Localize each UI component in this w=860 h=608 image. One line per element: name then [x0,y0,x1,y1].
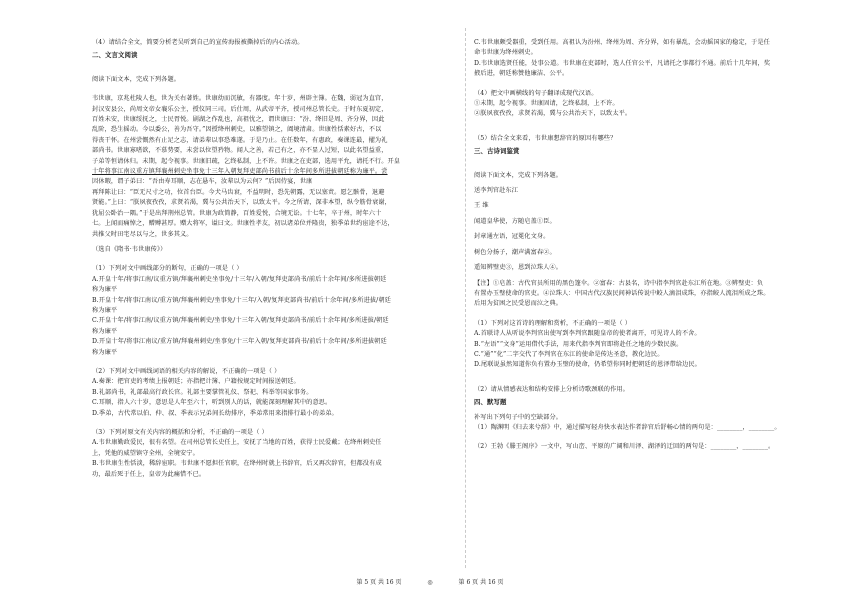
poem-notes: 【注】①皂盖：古代官员所用的黑色篷伞。②富春：古县名，诗中指李判官赴东江所在地。③辨璧吏：负 有置办玉璧使命的官吏。④泣珠人：中国古代汉族民间神话传说中鲛人滴泪成珠，亦指鲛人流泪所成之珠。 后用为贫困之民受恩而泣之典。 [474,279,770,308]
classical-passage: 韦世康，京兆杜陵人也，世为关右著姓。世康幼而沉敏，有器度。年十岁，州辟主簿。在魏，弱冠为直宫， 封汉安县公，尚周文帝女襄乐公主，授仪同三司。后仕周，从武帝平齐，授司州总管长史。于时东夏初定， 百姓未安，世康绥抚之，士民胥悦。剧湖之作乱也，高祖忧之，谓世康曰：“汾、绛旧是周、齐分界，因此 乱阶，恐生摇动。今以委公，善为吾守。”因授绛州刺史，以雅望镇之，阖境清肃。世康性恬素好古，不以 得丧干怀。在州尝慨然有止足之志，请弟辈以事恐难遂。于是乃止。在任数年，有惠政，奏课连最，擢为礼 部尚书。世康寡嗜欲，不慕势要，未尝以位望矜物。闻人之善，若己有之，亦不显人过短，以此名望益重， 子弟等恒请休归。未期，起令视事。世康旧疏，乞终私制，上不许。世康之在吏部，选用平允，请托不行。开皇 十年将事江南议重方镇拜襄州刺史坐事免十三年入朝复拜吏部尚书前后十余年间多所进拔朝廷称为廉平。尝 因休暇，谓子弟曰：“吾由寿耳顺，志在悬车，汝辈以为云何？”后因侍宴，世康 再拜陈让曰：“臣无尺寸之功，位首台臣。今犬马齿衰，不益明时，恐先朝露，无以塞责。愿乞骸骨，退避 贤能。”上曰：“朕夙夜孜孜，求贤若渴，冀与公共治天下，以致太平。今之所请，深非本望，纵令筋骨衰谢， 犹屈公卧治一隅。”于是出拜荆州总管。世康为政简静，百姓爱悦，合境无讼。十七年，卒于州，时年六十 七。上闻而痛悼之，赠赙甚厚。赠大将军，谥曰文。世康性孝友，初以诸弟位并隆贵，独季弟世约宦途不达， 共推父时田宅尽以与之，世多其义。 [92,95,401,238]
right-page [470,0,860,608]
dictation-2: （2）王勃《滕王阁序》一文中，写山峦、平原的广阔和川泽、湖泽的迂回的两句是：________，________。 [474,443,775,451]
question-2: （2）下列对文中画线词语的相关内容的解说，不正确的一项是（ ） A.奏课：把官吏的考绩上报朝廷；亦指把计簿、户籍按规定时间报送朝廷。 B.礼部尚书，礼部最高行政长官。礼部主要掌管礼仪、祭祀、科举等国家事务。 C.耳顺，指人六十岁，意思是人年至六十，听到别人的话，就能深刻理解其中的意思。 D.季弟，古代常以伯、仲、叔、季表示兄弟间长幼排序，季弟常用来指排行最小的弟弟。 [92,367,338,417]
question-5: （5）结合全文来看，韦世康想辞官的原因有哪些？ [474,134,617,142]
question-1: （1）下列对文中画线部分的断句，正确的一项是（ ） A.开皇十年/将事江南/议重方镇/拜襄州刺史坐事免/十三年/入朝/复拜吏部尚书/前后十余年间/多所进拔朝廷 称为廉平 B.开皇十年/将事江南议/重方镇/拜襄州刺史/坐事免/十三年/入朝/复拜吏部尚书/前后十余年间/多所进拔/朝廷 称为廉平 C.开皇十年/将事江南/议重方镇/拜襄州刺史/坐事免/十三年入朝/复拜吏部尚书/前后十余年间/多所进拔/朝廷 称为廉平 D.开皇十年/将事江南议/重方镇/拜襄州刺史/坐事免/十三年入朝/复拜吏部尚书/前后十余年间/多所进拔朝廷 称为廉平 [92,265,391,356]
poetry-intro: 阅读下面文本，完成下列各题。 [474,171,563,179]
reading-intro: 阅读下面文本，完成下列各题。 [92,75,181,83]
question-4: （4）把文中画横线的句子翻译成现代汉语。 ①未期，起令视事。世康固请，乞终私制，上不许。 ②朕夙夜孜孜，求贤若渴，冀与公共治天下，以致太平。 [474,89,632,118]
dictation-1: （1）陶渊明《归去来兮辞》中，通过描写轻舟快水表达作者辞官后舒畅心情的两句是：________，________。 [474,423,781,431]
poetry-question-1: （1）下列对这首诗的理解和赏析，不正确的一项是（ ） A.首联诗人从听说李判官出使写到李判官跟随皇帝的使者离开，可见诗人的不舍。 B.“左语”“文身”运用借代手法，用来代指李判官即将赴任之地的少数民族。 C.“通”“化”二字交代了李判官在东江的使命是传达圣意，教化边民。 D.尾联说虽然知道你负有置办玉璧的使命，仍希望你同时把朝廷的恩泽带给边民。 [474,319,701,369]
section-heading-dictation: 四、默写题 [474,398,507,407]
page-footer [0,577,860,586]
section-heading-classical: 二、文言文阅读 [92,51,138,60]
right-page-number: 第 6 页 共 16 页 [458,579,504,586]
poem-title: 送李判官赴东江 [474,187,519,195]
poem-author: 王 维 [474,202,489,210]
poetry-question-2: （2）请从情感表达和结构安排上分析诗歌颈联的作用。 [474,385,629,393]
poem: 送李判官赴东江 王 维 闻道皇华使，方随皂盖①臣。 封章通左语，冠冕化文身。 树色分扬子，潮声满富春②。 遥知辨璧吏③，恩到泣珠人④。 [474,186,844,273]
center-mark: ◎ [427,579,433,586]
section-heading-poetry: 三、古诗词鉴赏 [474,147,520,156]
left-page-number: 第 5 页 共 16 页 [356,579,402,586]
question-3-continued: C.韦世康颇受器重，受到任用。高祖认为汾州、绛州为周、齐分界，如有暴乱，会动摇国家的稳定，于是任 命韦世康为绛州刺史。 D.韦世康选贤任能，处事公道。韦世康在吏部时，选人任官公平，凡请托之事都行不通。前后十几年间，奖 掖后进，朝廷称赞他廉洁、公平。 [474,39,771,78]
dictation-intro: 补写出下列句子中的空缺部分。 [474,413,563,421]
q4-prompt: （4）请结合全文，简要分析老吴听到自己的宣传海报被撕掉后的内心活动。 [92,39,304,46]
page-divider [465,28,466,568]
passage-source: （选自《隋书·韦世康传》） [92,245,167,253]
question-3: （3）下列对原文有关内容的概括和分析，不正确的一项是（ ） A.韦世康勤政爱民，很有名望。在司州总管长史任上，安抚了当地的百姓，获得士民爱戴；在绛州刺史任 上，凭他的威望镇守全州，全境安宁。 B.韦世康生性恬淡，稀辞宦职。韦世康不愿担任官职，在绛州时就上书辞官，后又再次辞官，但都没有成 功，最后死于任上，皇帝为此痛惜不已。 [92,429,382,478]
